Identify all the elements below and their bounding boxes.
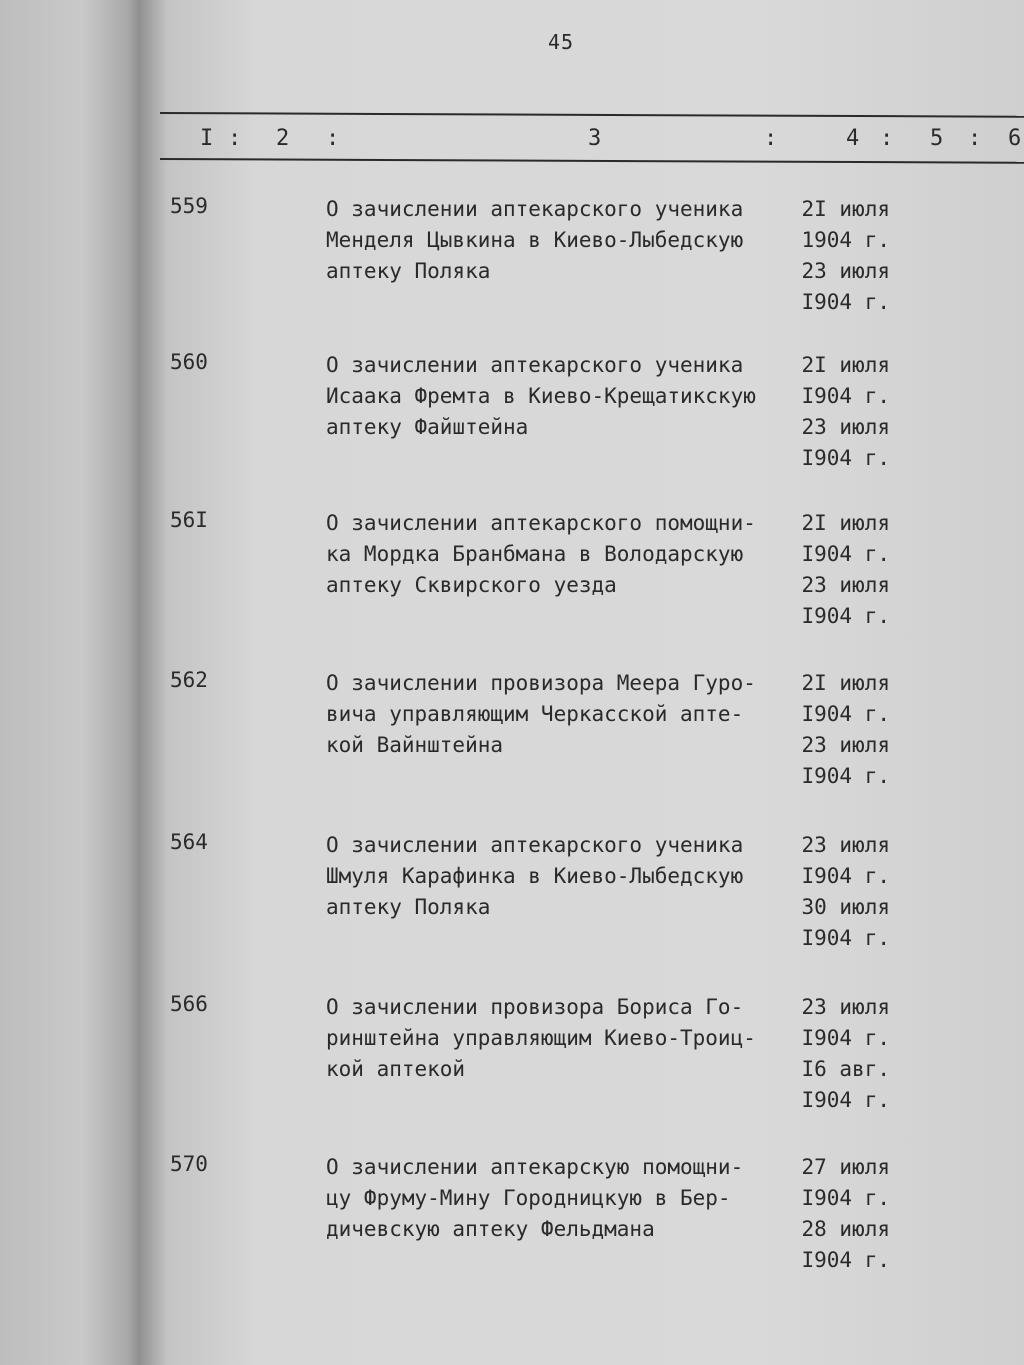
description-line: О зачислении провизора Бориса Го- [326, 995, 744, 1019]
date-line: 23 июля [801, 573, 890, 597]
date-line: 23 июля [801, 733, 890, 757]
description-line: О зачислении провизора Меера Гуро- [326, 671, 756, 695]
date-line: 28 июля [801, 1217, 890, 1241]
description-line: О зачислении аптекарскую помощни- [326, 1155, 744, 1179]
register-entry [0, 1152, 1024, 1302]
entry-dates [780, 194, 890, 318]
register-entry [0, 350, 1024, 500]
description-line: Менделя Цывкина в Киево-Лыбедскую [326, 228, 744, 252]
description-line: цу Фруму-Мину Городницкую в Бер- [326, 1186, 731, 1210]
date-line: 23 июля [801, 415, 890, 439]
entry-number: 560 [170, 350, 208, 374]
column-header: I [200, 126, 214, 151]
date-line: I904 г. [801, 290, 890, 314]
description-line: Шмуля Карафинка в Киево-Лыбедскую [326, 864, 744, 888]
date-line: 23 июля [801, 995, 890, 1019]
register-entry [0, 668, 1024, 818]
date-line: I904 г. [801, 1026, 890, 1050]
date-line: I904 г. [801, 1186, 890, 1210]
description-line: аптеку Файштейна [326, 415, 529, 439]
date-line: I904 г. [801, 926, 890, 950]
description-line: ринштейна управляющим Киево-Троиц- [326, 1026, 756, 1050]
entry-description [326, 830, 786, 923]
register-entry [0, 194, 1024, 344]
date-line: I904 г. [801, 1088, 890, 1112]
column-header: 5 [930, 126, 944, 151]
entry-number: 570 [170, 1152, 208, 1176]
register-entry [0, 830, 1024, 980]
column-header: 4 [846, 126, 860, 151]
date-line: 2I июля [801, 197, 890, 221]
column-separator: : [326, 126, 340, 151]
entry-number: 564 [170, 830, 208, 854]
entry-description [326, 1152, 786, 1245]
entry-dates [780, 668, 890, 792]
column-header: 3 [588, 126, 602, 151]
entry-number: 562 [170, 668, 208, 692]
date-line: 2I июля [801, 671, 890, 695]
description-line: аптеку Поляка [326, 259, 491, 283]
date-line: 27 июля [801, 1155, 890, 1179]
date-line: I904 г. [801, 446, 890, 470]
entry-description [326, 508, 786, 601]
date-line: 30 июля [801, 895, 890, 919]
date-line: I904 г. [801, 864, 890, 888]
description-line: О зачислении аптекарского ученика [326, 353, 744, 377]
description-line: аптеку Сквирского уезда [326, 573, 617, 597]
entry-dates [780, 830, 890, 954]
date-line: I904 г. [801, 542, 890, 566]
page-number: 45 [548, 30, 575, 54]
entry-description [326, 350, 786, 443]
date-line: I904 г. [801, 604, 890, 628]
description-line: вича управляющим Черкасской апте- [326, 702, 744, 726]
entry-description [326, 992, 786, 1085]
description-line: О зачислении аптекарского помощни- [326, 511, 756, 535]
date-line: 2I июля [801, 353, 890, 377]
column-header: 6 [1008, 126, 1022, 151]
date-line: I6 авг. [801, 1057, 890, 1081]
description-line: кой Вайнштейна [326, 733, 504, 757]
date-line: I904 г. [801, 1248, 890, 1272]
register-entry [0, 992, 1024, 1142]
description-line: кой аптекой [326, 1057, 466, 1081]
description-line: аптеку Поляка [326, 895, 491, 919]
date-line: I904 г. [801, 764, 890, 788]
date-line: I904 г. [801, 384, 890, 408]
description-line: О зачислении аптекарского ученика [326, 833, 744, 857]
entry-number: 56I [170, 508, 208, 532]
column-header: 2 [276, 126, 290, 151]
date-line: I904 г. [801, 702, 890, 726]
date-line: 23 июля [801, 833, 890, 857]
column-separator: : [968, 126, 982, 151]
description-line: Исаака Фремта в Киево-Крещатикскую [326, 384, 756, 408]
column-separator: : [880, 126, 894, 151]
description-line: ка Мордка Бранбмана в Володарскую [326, 542, 744, 566]
register-entry [0, 508, 1024, 658]
entry-number: 566 [170, 992, 208, 1016]
entry-dates [780, 508, 890, 632]
entry-dates [780, 1152, 890, 1276]
entry-dates [780, 992, 890, 1116]
description-line: О зачислении аптекарского ученика [326, 197, 744, 221]
entry-dates [780, 350, 890, 474]
column-separator: : [228, 126, 242, 151]
entry-description [326, 668, 786, 761]
date-line: 1904 г. [801, 228, 890, 252]
column-separator: : [764, 126, 778, 151]
date-line: 2I июля [801, 511, 890, 535]
date-line: 23 июля [801, 259, 890, 283]
entry-number: 559 [170, 194, 208, 218]
entry-description [326, 194, 786, 287]
description-line: дичевскую аптеку Фельдмана [326, 1217, 655, 1241]
